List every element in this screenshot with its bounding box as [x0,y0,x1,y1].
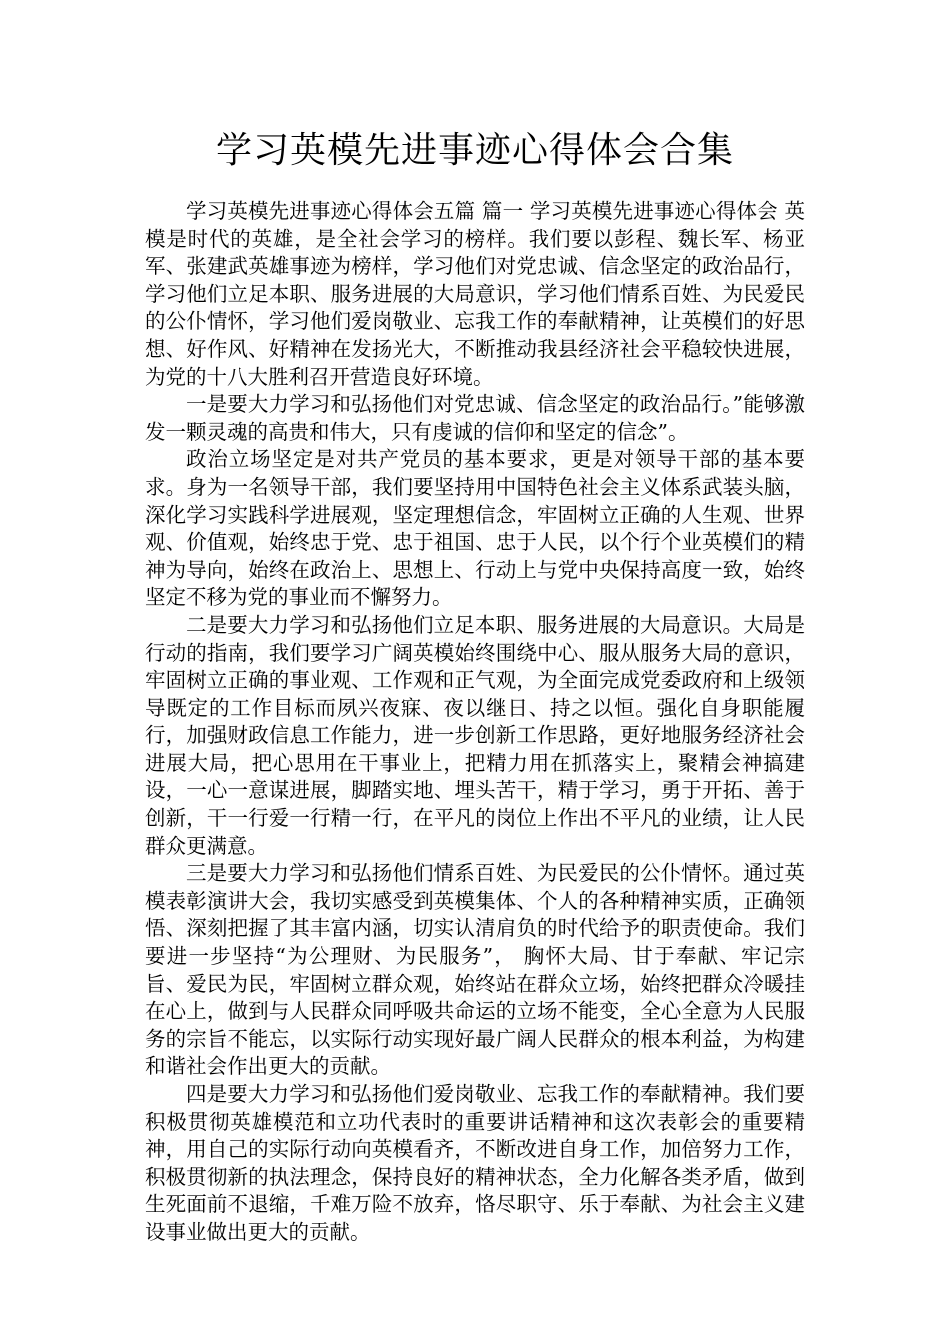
paragraph-point-two: 二是要大力学习和弘扬他们立足本职、服务进展的大局意识。大局是行动的指南，我们要学习广阔英模始终围绕中心、服从服务大局的意识，牢固树立正确的事业观、工作观和正气观，为全面完成党委政府和上级领导既定的工作目标而夙兴夜寐、夜以继日、持之以恒。强化自身职能履行，加强财政信息工作能力，进一步创新工作思路，更好地服务经济社会进展大局，把心思用在干事业上，把精力用在抓落实上，聚精会神搞建设，一心一意谋进展，脚踏实地、埋头苦干，精于学习，勇于开拓、善于创新，干一行爱一行精一行，在平凡的岗位上作出不平凡的业绩，让人民群众更满意。 [145,612,805,858]
document-title: 学习英模先进事迹心得体会合集 [215,130,734,171]
paragraph-point-four: 四是要大力学习和弘扬他们爱岗敬业、忘我工作的奉献精神。我们要积极贯彻英雄模范和立功代表时的重要讲话精神和这次表彰会的重要精神，用自己的实际行动向英模看齐，不断改进自身工作，加倍努力工作，积极贯彻新的执法理念，保持良好的精神状态，全力化解各类矛盾，做到生死面前不退缩，千难万险不放弃，恪尽职守、乐于奉献、为社会主义建设事业做出更大的贡献。 [145,1082,805,1244]
paragraph-point-three: 三是要大力学习和弘扬他们情系百姓、为民爱民的公仆情怀。通过英模表彰演讲大会，我切实感受到英模集体、个人的各种精神实质，正确领悟、深刻把握了其丰富内涵，切实认清肩负的时代给予的职责使命。我们要进一步坚持“为公理财、为民服务”， 胸怀大局、甘于奉献、牢记宗旨、爱民为民，牢固树立群众观，始终站在群众立场，始终把群众冷暖挂在心上，做到与人民群众同呼吸共命运的立场不能变，全心全意为人民服务的宗旨不能忘，以实际行动实现好最广阔人民群众的根本利益，为构建和谐社会作出更大的贡献。 [145,861,805,1079]
paragraph-intro: 学习英模先进事迹心得体会五篇 篇一 学习英模先进事迹心得体会 英模是时代的英雄，是全社会学习的榜样。我们要以彭程、魏长军、杨亚军、张建武英雄事迹为榜样，学习他们对党忠诚、信念坚定的政治品行，学习他们立足本职、服务进展的大局意识，学习他们情系百姓、为民爱民的公仆情怀，学习他们爱岗敬业、忘我工作的奉献精神，让英模们的好思想、好作风、好精神在发扬光大，不断推动我县经济社会平稳较快进展，为党的十八大胜利召开营造良好环境。 [145,199,805,389]
document-body [145,198,805,1247]
paragraph-political-stance: 政治立场坚定是对共产党员的基本要求，更是对领导干部的基本要求。身为一名领导干部，我们要坚持用中国特色社会主义体系武装头脑，深化学习实践科学进展观，坚定理想信念，牢固树立正确的人生观、世界观、价值观，始终忠于党、忠于祖国、忠于人民，以个行个业英模们的精神为导向，始终在政治上、思想上、行动上与党中央保持高度一致，始终坚定不移为党的事业而不懈努力。 [145,447,805,610]
paragraph-point-one: 一是要大力学习和弘扬他们对党忠诚、信念坚定的政治品行。”能够激发一颗灵魂的高贵和伟大，只有虔诚的信仰和坚定的信念”。 [145,392,805,444]
